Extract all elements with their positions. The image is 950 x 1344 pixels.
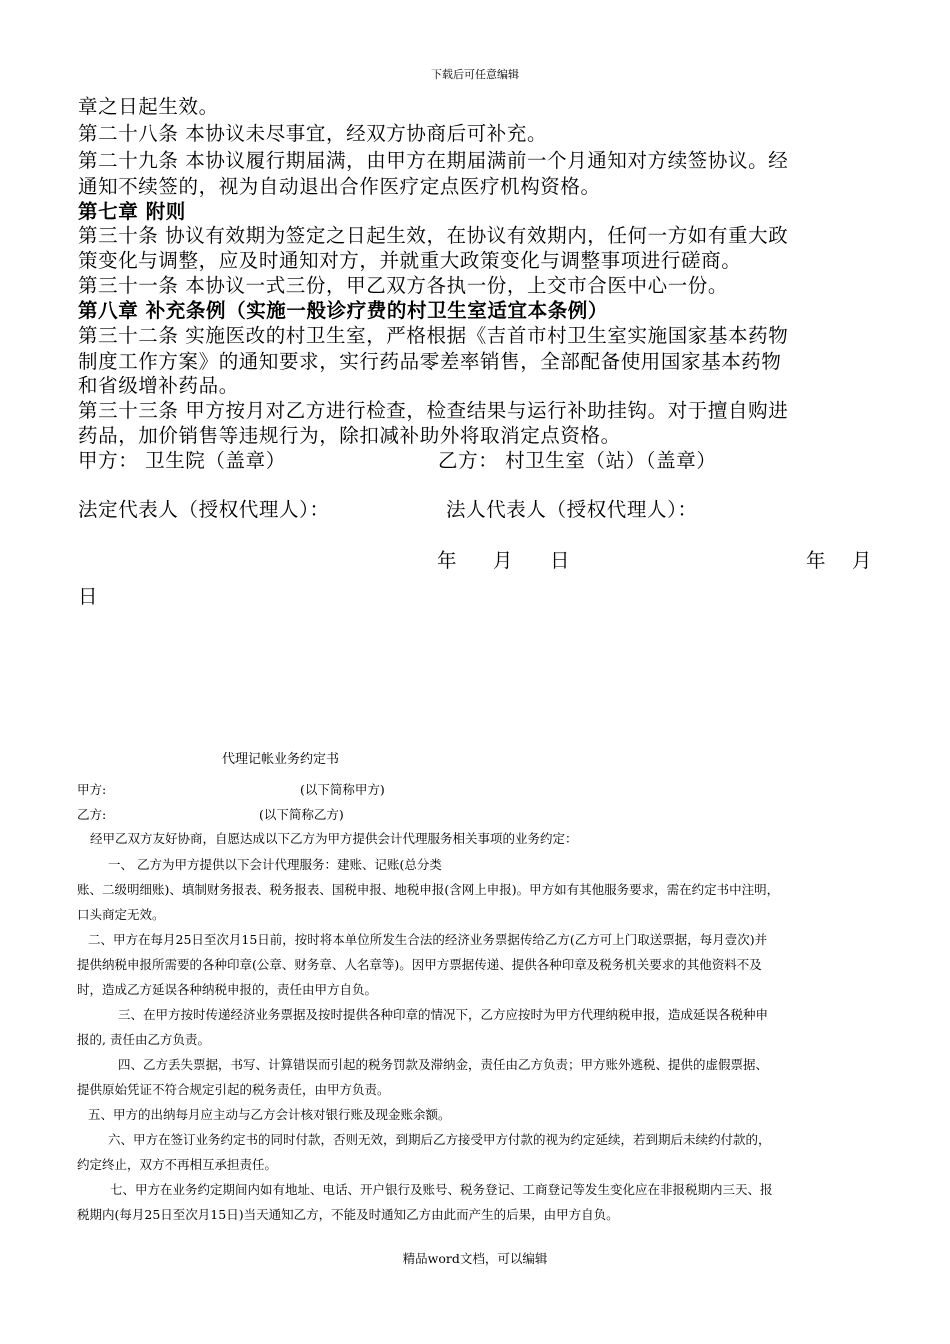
chapter-7-heading: 第七章 附则 xyxy=(78,200,186,223)
item-7-line1: 七、甲方在业务约定期间内如有地址、电话、开户银行及账号、税务登记、工商登记等发生变化应在非报税期内三天、报 xyxy=(110,1182,773,1197)
clause-29-line1: 第二十九条 本协议履行期届满，由甲方在期届满前一个月通知对方续签协议。经 xyxy=(78,149,789,172)
clause-29-line2: 通知不续签的，视为自动退出合作医疗定点医疗机构资格。 xyxy=(78,175,601,198)
page-header: 下载后可任意编辑 xyxy=(431,68,519,81)
item-1-line2: 账、二级明细账)、填制财务报表、税务报表、国税申报、地税申报(含网上申报)。甲方如有其他服务要求，需在约定书中注明， xyxy=(77,882,780,897)
item-2-line1: 二、甲方在每月25日至次月15日前，按时将本单位所发生合法的经济业务票据传给乙方(乙方可上门取送票据，每月壹次)并 xyxy=(88,932,768,947)
clause-32-line3: 和省级增补药品。 xyxy=(78,374,239,397)
party-a-label: 甲方: xyxy=(77,782,107,797)
date-month-a: 月 xyxy=(493,549,514,572)
agreement-title: 代理记帐业务约定书 xyxy=(222,752,340,767)
clause-31: 第三十一条 本协议一式三份，甲乙双方各执一份，上交市合医中心一份。 xyxy=(78,274,728,297)
item-7-line2: 税期内(每月25日至次月15日)当天通知乙方，不能及时通知乙方由此而产生的后果，由甲方自负。 xyxy=(77,1207,619,1222)
clause-30-line2: 策变化与调整，应及时通知对方，并就重大政策变化与调整事项进行磋商。 xyxy=(78,249,742,272)
date-day-b: 日 xyxy=(78,585,99,608)
item-6-line1: 六、甲方在签订业务约定书的同时付款，否则无效，到期后乙方接受甲方付款的视为约定延续，若到期后未续约付款的， xyxy=(108,1132,771,1147)
date-month-b: 月 xyxy=(852,549,873,572)
party-b-seal: 乙方： 村卫生室（站）（盖章） xyxy=(438,449,717,472)
item-3-line2: 报的, 责任由乙方负责。 xyxy=(77,1032,210,1047)
party-b-label: 乙方: xyxy=(77,807,107,822)
text-line: 章之日起生效。 xyxy=(78,95,219,118)
item-1-line3: 口头商定无效。 xyxy=(77,907,165,922)
legal-rep-a: 法定代表人（授权代理人）： xyxy=(78,498,330,521)
date-year-b: 年 xyxy=(806,549,827,572)
party-a-note: (以下简称甲方) xyxy=(300,782,385,797)
item-2-line3: 时，造成乙方延误各种纳税申报的，责任由甲方自负。 xyxy=(77,982,378,997)
clause-32-line2: 制度工作方案》的通知要求，实行药品零差率销售，全部配备使用国家基本药物 xyxy=(78,350,782,373)
party-a-seal: 甲方： 卫生院（盖章） xyxy=(78,449,286,472)
clause-33-line2: 药品，加价销售等违规行为，除扣减补助外将取消定点资格。 xyxy=(78,424,621,447)
clause-28: 第二十八条 本协议未尽事宜，经双方协商后可补充。 xyxy=(78,122,548,145)
item-3-line1: 三、在甲方按时传递经济业务票据及按时提供各种印章的情况下，乙方应按时为甲方代理纳税申报，造成延误各税种申 xyxy=(118,1007,769,1022)
item-6-line2: 约定终止，双方不再相互承担责任。 xyxy=(77,1157,278,1172)
date-year-a: 年 xyxy=(437,549,458,572)
clause-30-line1: 第三十条 协议有效期为签定之日起生效，在协议有效期内，任何一方如有重大政 xyxy=(78,224,789,247)
intro-paragraph: 经甲乙双方友好协商，自愿达成以下乙方为甲方提供会计代理服务相关事项的业务约定： xyxy=(90,831,578,846)
clause-32-line1: 第三十二条 实施医改的村卫生室，严格根据《吉首市村卫生室实施国家基本药物 xyxy=(78,324,789,347)
item-2-line2: 提供纳税申报所需要的各种印章(公章、财务章、人名章等)。因甲方票据传递、提供各种印章及税务机关要求的其他资料不及 xyxy=(77,957,762,972)
date-day-a: 日 xyxy=(550,549,571,572)
clause-33-line1: 第三十三条 甲方按月对乙方进行检查，检查结果与运行补助挂钩。对于擅自购进 xyxy=(78,399,789,422)
item-1-line1: 一、 乙方为甲方提供以下会计代理服务：建账、记账(总分类 xyxy=(108,857,442,872)
item-4-line1: 四、乙方丢失票据，书写、计算错误而引起的税务罚款及滞纳金，责任由乙方负责；甲方账外逃税、提供的虚假票据、 xyxy=(118,1057,769,1072)
page-footer: 精品word文档，可以编辑 xyxy=(402,1251,548,1266)
chapter-8-heading: 第八章 补充条例（实施一般诊疗费的村卫生室适宜本条例） xyxy=(78,299,608,322)
item-4-line2: 提供原始凭证不符合规定引起的税务责任，由甲方负责。 xyxy=(77,1082,390,1097)
party-b-note: (以下简称乙方) xyxy=(259,807,344,822)
legal-rep-b: 法人代表人（授权代理人）： xyxy=(446,498,698,521)
item-5: 五、甲方的出纳每月应主动与乙方会计核对银行账及现金账余额。 xyxy=(88,1107,451,1122)
